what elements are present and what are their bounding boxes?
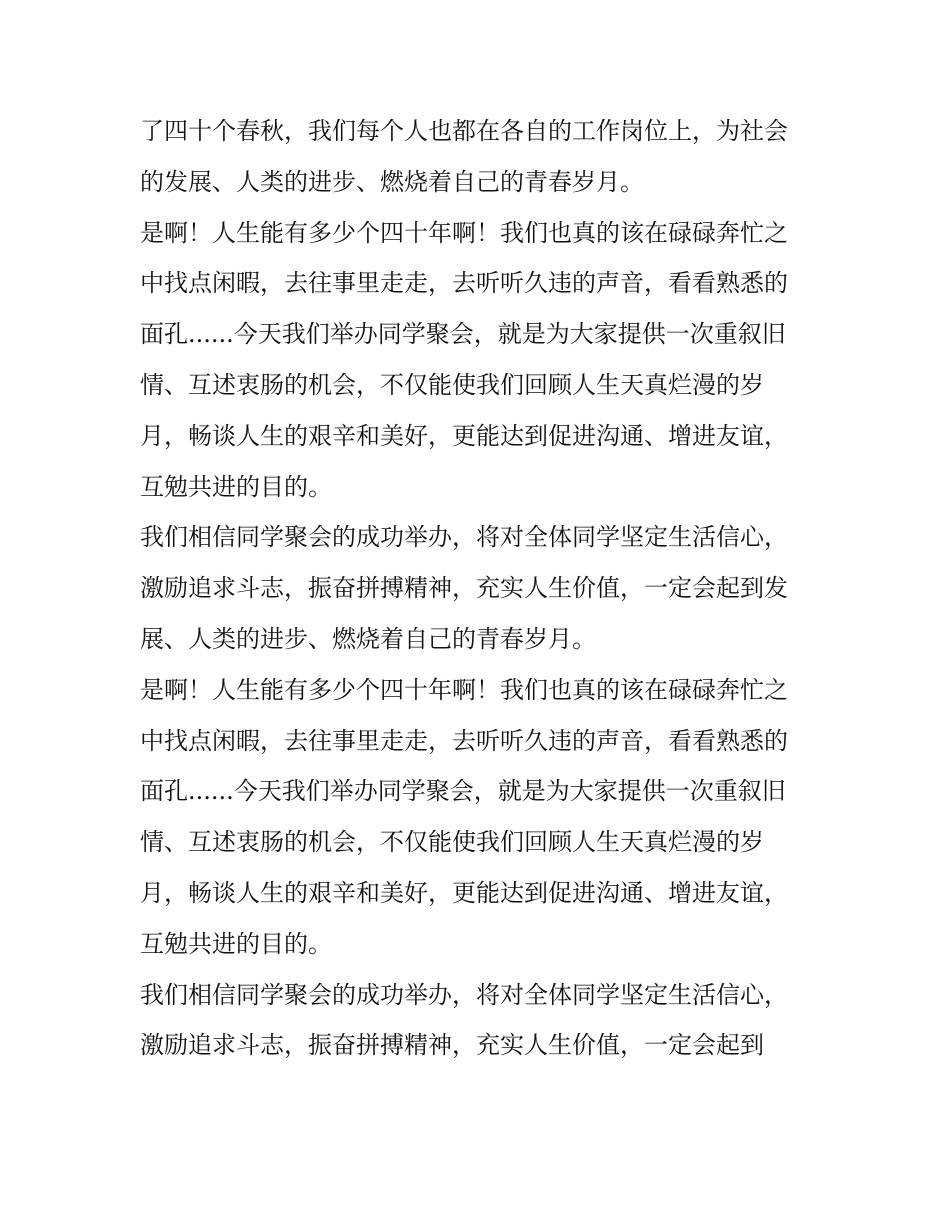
text-line: 展、人类的进步、燃烧着自己的青春岁月。	[140, 624, 596, 653]
text-line: 月，畅谈人生的艰辛和美好，更能达到促进沟通、增进友谊，	[140, 421, 788, 450]
text-line: 情、互述衷肠的机会，不仅能使我们回顾人生天真烂漫的岁	[140, 370, 764, 399]
text-line: 了四十个春秋，我们每个人也都在各自的工作岗位上，为社会	[140, 117, 788, 145]
text-line: 互勉共进的目的。	[140, 472, 332, 501]
text-line: 激励追求斗志，振奋拼搏精神，充实人生价值，一定会起到	[140, 1031, 764, 1060]
text-line: 的发展、人类的进步、燃烧着自己的青春岁月。	[140, 167, 644, 196]
text-line: 中找点闲暇，去往事里走走，去听听久违的声音，看看熟悉的	[140, 726, 788, 755]
text-line: 我们相信同学聚会的成功举办，将对全体同学坚定生活信心，	[140, 523, 788, 552]
text-line: 月，畅谈人生的艰辛和美好，更能达到促进沟通、增进友谊，	[140, 878, 788, 907]
text-line: 是啊！人生能有多少个四十年啊！我们也真的该在碌碌奔忙之	[140, 218, 788, 247]
text-line: 面孔......今天我们举办同学聚会，就是为大家提供一次重叙旧	[140, 777, 786, 806]
document-body	[140, 106, 820, 1071]
text-line: 互勉共进的目的。	[140, 929, 332, 958]
text-line: 是啊！人生能有多少个四十年啊！我们也真的该在碌碌奔忙之	[140, 675, 788, 704]
text-line: 面孔......今天我们举办同学聚会，就是为大家提供一次重叙旧	[140, 320, 786, 349]
text-line: 激励追求斗志，振奋拼搏精神，充实人生价值，一定会起到发	[140, 574, 788, 603]
text-line: 中找点闲暇，去往事里走走，去听听久违的声音，看看熟悉的	[140, 269, 788, 298]
text-line: 我们相信同学聚会的成功举办，将对全体同学坚定生活信心，	[140, 980, 788, 1009]
text-line: 情、互述衷肠的机会，不仅能使我们回顾人生天真烂漫的岁	[140, 828, 764, 857]
